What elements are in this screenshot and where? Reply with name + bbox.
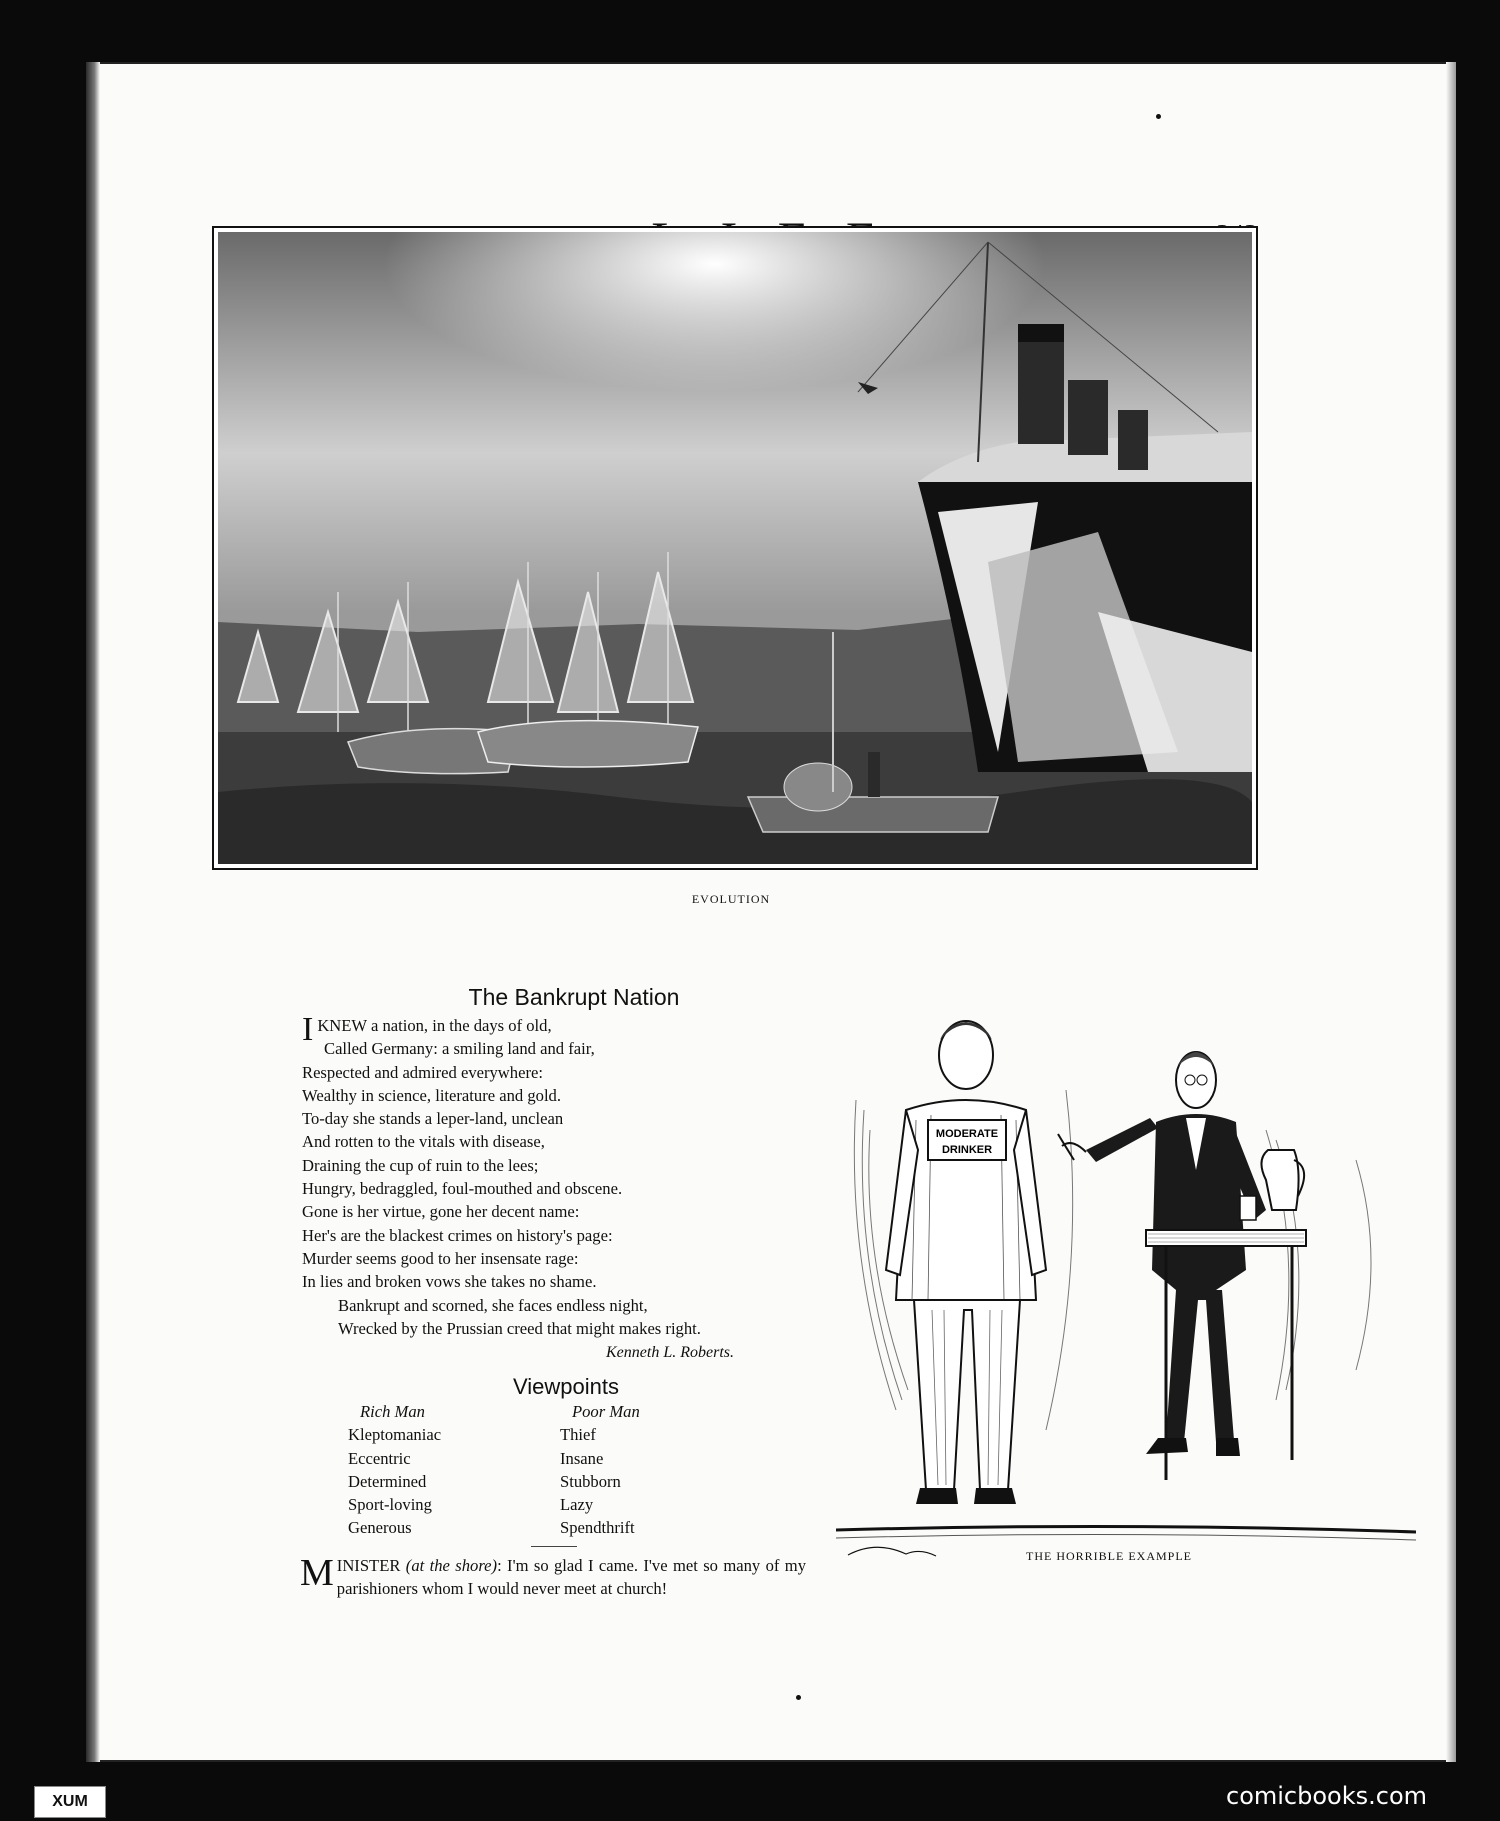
poem-line: KNEW a nation, in the days of old, bbox=[317, 1016, 552, 1035]
rich-man-item: Generous bbox=[348, 1518, 412, 1538]
poem-line: Draining the cup of ruin to the lees; bbox=[302, 1155, 539, 1175]
magazine-page bbox=[86, 62, 1456, 1762]
poor-man-item: Spendthrift bbox=[560, 1518, 635, 1538]
poem-author: Kenneth L. Roberts. bbox=[606, 1344, 734, 1361]
poor-man-item: Stubborn bbox=[560, 1471, 621, 1491]
sign-line-1: MODERATE bbox=[935, 1128, 999, 1140]
poem-line: Bankrupt and scorned, she faces endless night, bbox=[338, 1295, 648, 1315]
artist-signature bbox=[848, 1547, 936, 1556]
poor-man-item: Lazy bbox=[560, 1495, 594, 1515]
poem-dropcap: I bbox=[302, 1011, 314, 1048]
rich-man-column bbox=[348, 1400, 441, 1540]
rich-man-item: Eccentric bbox=[348, 1448, 411, 1468]
rich-man-header: Rich Man bbox=[360, 1402, 425, 1421]
poem-line: Wealthy in science, literature and gold. bbox=[302, 1085, 561, 1105]
poem-line: Gone is her virtue, gone her decent name: bbox=[302, 1202, 580, 1222]
poor-man-column bbox=[560, 1400, 640, 1540]
sign-line-2: DRINKER bbox=[941, 1144, 993, 1156]
speck bbox=[796, 1695, 801, 1700]
rich-man-item: Determined bbox=[348, 1471, 427, 1491]
minister-dropcap: M bbox=[300, 1552, 334, 1594]
page-gutter bbox=[86, 62, 100, 1762]
viewpoints-title: Viewpoints bbox=[513, 1374, 619, 1399]
poem-line: To-day she stands a leper-land, unclean bbox=[302, 1109, 564, 1129]
poor-man-item: Insane bbox=[560, 1448, 604, 1468]
horrible-example-cartoon bbox=[836, 1010, 1416, 1575]
rich-man-item: Kleptomaniac bbox=[348, 1425, 442, 1445]
section-rule bbox=[531, 1546, 577, 1547]
ships-drawing bbox=[218, 232, 1252, 864]
poem-line: Respected and admired everywhere: bbox=[302, 1062, 543, 1082]
poem-line: Murder seems good to her insensate rage: bbox=[302, 1248, 579, 1268]
scan-stamp: XUM bbox=[34, 1786, 106, 1818]
minister-joke bbox=[300, 1554, 806, 1601]
poem-title: The Bankrupt Nation bbox=[468, 984, 680, 1010]
cartoon-caption: THE HORRIBLE EXAMPLE bbox=[1026, 1549, 1192, 1563]
speck bbox=[1156, 114, 1161, 119]
poem-line: Wrecked by the Prussian creed that might makes right. bbox=[338, 1318, 701, 1338]
cartoon-drawing bbox=[836, 1010, 1416, 1570]
page-edge bbox=[1446, 62, 1456, 1762]
poem-line: In lies and broken vows she takes no shame. bbox=[302, 1272, 597, 1292]
minister-speaker: INISTER bbox=[336, 1556, 406, 1575]
rich-man-item: Sport-loving bbox=[348, 1495, 432, 1515]
illustration-caption: EVOLUTION bbox=[691, 892, 771, 906]
poor-man-header: Poor Man bbox=[572, 1402, 640, 1421]
minister-text: : I'm so glad I came. I've met so many of my parishioners whom I would never meet at church! bbox=[336, 1556, 807, 1599]
evolution-illustration bbox=[212, 226, 1258, 870]
poem-line: Her's are the blackest crimes on history's page: bbox=[302, 1225, 613, 1245]
poem-line: And rotten to the vitals with disease, bbox=[302, 1132, 545, 1152]
minister-stage-direction: (at the shore) bbox=[405, 1556, 498, 1575]
poem-line: Called Germany: a smiling land and fair, bbox=[324, 1039, 595, 1059]
poem-line: Hungry, bedraggled, foul-mouthed and obscene. bbox=[302, 1179, 623, 1199]
poor-man-item: Thief bbox=[560, 1425, 596, 1445]
poem-body bbox=[302, 1011, 802, 1340]
site-watermark: comicbooks.com bbox=[1226, 1782, 1428, 1810]
